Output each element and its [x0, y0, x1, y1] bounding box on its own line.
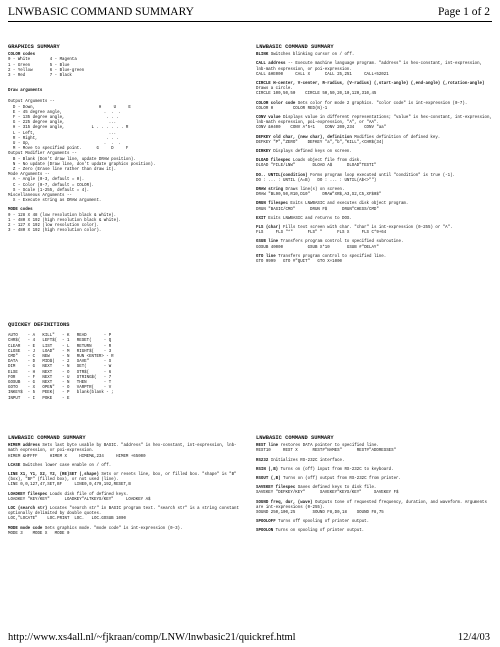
command-keyword: DLOAD filespec [256, 159, 291, 164]
command-keyword: SOUND freq, dur, (wave) [256, 500, 313, 505]
command-description: Displays defined keys on screen. [273, 150, 352, 155]
command-keyword: SAVEKEY filespec [256, 486, 296, 491]
command-keyword: BLINK [256, 53, 269, 58]
command-keyword: CALL address [256, 62, 286, 67]
command-entry [8, 464, 244, 469]
command-description: Forms program loop executed until "condition" is true (-1). DO : ... : UNTIL (A=B) DO : ... : UNTIL(A$<>"") [256, 173, 456, 183]
command-description: Initializes RS-232C interface. [270, 458, 345, 463]
command-description: Switches lower case enable on / off. [22, 463, 112, 468]
command-entry [256, 53, 492, 58]
command-entry [256, 202, 492, 212]
command-description: Fills text screen with char. "char" is int-expression (0-255) or "A". FLS FLS "*" FLS" " FLS X FLS C*9+64 [256, 226, 453, 236]
header-title: LNWBASIC COMMAND SUMMARY [8, 6, 194, 18]
command-entry [256, 477, 492, 482]
command-keyword: CIRCLE H-center, V-center, R-radius, (V-radius) (,start-angle) (,end-angle) (,rotation-angle) [256, 82, 485, 87]
command-keyword: DIRKEY [256, 150, 271, 155]
command-keyword: DEFKEY old char, (new char), definition [256, 135, 352, 140]
command-keyword: RSIN (,B) [256, 467, 279, 472]
command-keyword: COLOR color code [256, 101, 296, 106]
command-summary-section-c [256, 435, 492, 539]
command-entry [256, 102, 492, 112]
command-description: Transfers program control to specified line. GTO 9999 GTO #"QUIT" GTO X+1000 [256, 254, 387, 265]
command-entry [8, 527, 244, 537]
command-description: Turns on (off) input from RS-232C to keyboard. [280, 467, 394, 472]
command-keyword: GTO line [256, 254, 276, 259]
command-entry [256, 501, 492, 517]
command-entry [8, 473, 244, 489]
command-keyword: LINE X1, Y1, X2, Y2, (RE)SET (,shape) [8, 473, 99, 478]
command-entry [8, 444, 244, 460]
command-keyword: LOC (search str) [8, 507, 48, 512]
command-entry [256, 459, 492, 464]
command-entry [8, 493, 244, 503]
command-entry [256, 529, 492, 534]
command-description: restores DATA pointer to specified line. REST10 REST X REST#"NAMES" REST#"ADDRESSES" [256, 444, 397, 454]
command-keyword: HIMEM address [8, 444, 40, 449]
command-description: Turns on (off) output from RS-232C from printer. [283, 477, 401, 482]
command-description: Saves defined keys to disk file. SAVEKEY "DEFKEY/KEY" SAVEKEY"KEYS/KEY" SAVEKEY F$ [256, 486, 399, 496]
command-description: Outputs tone of requested frequency, duration, and waveform. Arguments are int-expressions (0-255). SOUND 250,100,25 SOUND F8,D0,18 SOUND F8,75 [256, 500, 487, 516]
graphics-summary-section [8, 44, 244, 239]
quickey-definitions-section [8, 322, 244, 402]
command-description: Sets last byte usable by BASIC. "address" is hex-constant, int-expression, lnb-math expression, or poi-expression. HIMEM &HFFFF HIMEM X HIMEM&,234 HIMEM +65000 [8, 444, 237, 459]
command-entry [256, 255, 492, 265]
command-keyword: SPOOLON [256, 529, 274, 534]
quickey-table: AUTO - A KILL" - K READ - P CHR$( - 4 LEFT$( - 1 RESET( - Q CLEAR - E LIST - L RETURN - R CLOSE - J LOAD" - M RIGHT$( - 3 CMD" - C NEW - N RUN <ENTER> - R DATA - D MID$( - 2 SAVE" - S DIM - G NEXT - N SET( - W ELSE - H NEXT - O STR$( - 6 FOR - F NEXT - U STRING$( - 7 GOSUB - G NEXT - N THEN - T GOTO - X OPEN" - O VARPTR( - V INKEY$ - 5 PEEK( - P blank(blank - ; INPUT - I POKE - E [8, 334, 114, 401]
command-keyword: FLS (char) [256, 226, 281, 231]
command-entry [256, 444, 492, 454]
command-entry [256, 136, 492, 146]
command-keyword: SPOOLOFF [256, 520, 276, 525]
command-entry [256, 82, 492, 98]
command-description: Draws line(s) on screen. DRAW "BL90,50,R10,D10" DRAW"XR$,A3,S2,C5,XF$0$" [256, 188, 382, 198]
command-entry [256, 486, 492, 496]
footer-url: http://www.xs4all.nl/~fjkraan/comp/LNW/lnwbasic21/quickref.html [8, 632, 296, 643]
command-description: Turns on spooling of printer output. [275, 529, 365, 534]
command-keyword: DO.. UNTIL(condition) [256, 173, 308, 178]
command-keyword: DRUN filespec [256, 202, 288, 207]
command-description: Switches blinking cursor on / off. [270, 53, 355, 58]
command-description: Sets graphics mode. "mode code" is int-expression (0-3). MODE 3 MODE X MODE 0 [8, 526, 183, 536]
header-page-number: Page 1 of 2 [437, 6, 490, 18]
command-keyword: EXIT [256, 216, 266, 221]
command-description: Displays value in different representations; "value" is hex-constant, int-expression, lnb-math expression, poi-expression, "A", or "AA". CONV &H400 CONV A*5+1 CONV 200,234 CONV "aa" [256, 116, 492, 131]
section-heading: GRAPHICS SUMMARY [8, 44, 60, 50]
command-keyword: CONV value [256, 116, 281, 121]
section-heading: LNWBASIC COMMAND SUMMARY [8, 435, 86, 441]
command-entry [256, 116, 492, 132]
command-description: Sets color for mode 2 graphics. "color code" is int-expression (0-7). COLOR 0 COLOR RED(N)-1 [256, 101, 468, 111]
header-rule [8, 21, 492, 22]
section-heading: LNWBASIC COMMAND SUMMARY [256, 435, 334, 441]
command-entry [256, 468, 492, 473]
command-entry [256, 188, 492, 198]
mode-codes-heading: MODE codes [8, 208, 33, 213]
command-description: Exits LNWBASIC and executes disk object program. DRUN "BASIC/CMD" DRUN F$ DRUN"CHESS/CMD" [256, 202, 409, 212]
command-entry [256, 159, 492, 169]
footer-date: 12/4/03 [457, 632, 490, 643]
command-keyword: LCASE [8, 463, 21, 468]
mode-codes-list: 0 - 128 X 48 (low resolution black & white). 1 - 480 X 192 (high resolution black & white). 2 - 127 X 192 (low resolution color). 3 - 480 X 192 (high resolution color). [8, 213, 122, 234]
command-entry [256, 62, 492, 78]
section-heading: QUICKEY DEFINITIONS [8, 322, 70, 328]
draw-arguments-list: Output Arguments -- D - Down, H U E E - 45 degree angle, . . . F - 135 degree angle, . . . G - 225 degree angle, ... H - 315 degree angle, L . . . . . . R L - Left, ... R - Right, . . . U - Up, . . . M - Move to specified point. G D F Output Modifier Arguments -- B - Blank (Don't draw line, update DRAW position). N - No update (Draw line, don't update graphics position). Z - Zero (Erase line rather than draw it). Mode Arguments -- A - Angle (0-3, default = 0). C - Color (0-7, default = COLOR). S - Scale (1-255, default = 4). Miscellaneous Arguments -- X - Execute string as DRAW argument. [8, 100, 156, 204]
command-entry [256, 217, 492, 222]
command-description: Modifies definition of defined key. DEFKEY "P","ZERO" DEFKEY "a","b","KILL",<CHR$(34) [256, 135, 441, 145]
command-description: -- Execute machine language program. "address" is hex-constant, int-expression, lnb-math expression, or poi-expression. CALL &HE000 CALL X CALL 25,251 CALL+52021 [256, 62, 483, 77]
command-description: Exits LNWBASIC and returns to DOS. [268, 216, 352, 221]
command-description: Loads disk file of defined keys. LOADKEY "KEY/KEY" LOADKEY"ALTKEYS/KEY" LOADKEY A$ [8, 492, 151, 502]
command-keyword: RS232 [256, 458, 269, 463]
command-description: Loads object file from disk. DLOAD "FILE/LNW" DLOAD A$ DLOAD"TESTI" [256, 159, 377, 169]
color-codes-heading: COLOR codes [8, 53, 36, 58]
command-keyword: RSOUT (,B) [256, 477, 281, 482]
draw-arguments-heading: Draw arguments [8, 89, 43, 94]
command-keyword: LOADKEY filespec [8, 492, 48, 497]
color-codes-table: 0 - White 4 - Magenta 1 - Green 5 - Blue 2 - Yellow 6 - Blue-green 3 - Red 7 - Black [8, 58, 85, 79]
command-description: Turns off spooling of printer output. [278, 520, 370, 525]
command-summary-section-b [8, 435, 244, 541]
command-summary-section-a [256, 44, 492, 269]
section-heading: LNWBASIC COMMAND SUMMARY [256, 44, 334, 50]
command-entry [256, 174, 492, 184]
command-description: Draws a circle. CIRCLE 100,50,50 CIRCLE 50,50,20,10,120,310,45 [256, 87, 377, 97]
command-entry [256, 520, 492, 525]
command-description: Locates "search str" in BASIC program text. "search str" is a string constant optionally delimited by double quotes. LOC,"LOCATE" LOC.PRINT LOC. LOC.GOSUB 1000 [8, 507, 239, 522]
command-keyword: DRAW string [256, 188, 284, 193]
command-entry [8, 507, 244, 523]
command-keyword: GSUB line [256, 240, 279, 245]
command-entry [256, 150, 492, 155]
command-description: Sets or resets line, box, or filled box. "shape" is "B" (box), "BF" (filled box), or not used (line). LINE 0,0,127,47,SET,BF LINE0,0,479,192,RESET,B [8, 473, 237, 488]
command-entry [256, 226, 492, 236]
command-keyword: MODE mode code [8, 526, 43, 531]
command-entry [256, 240, 492, 250]
command-keyword: REST line [256, 444, 279, 449]
command-description: Transfers program control to specified subroutine. GOSUB 40000 GSUB X*10 GSUB #"DELAY" [256, 240, 404, 250]
